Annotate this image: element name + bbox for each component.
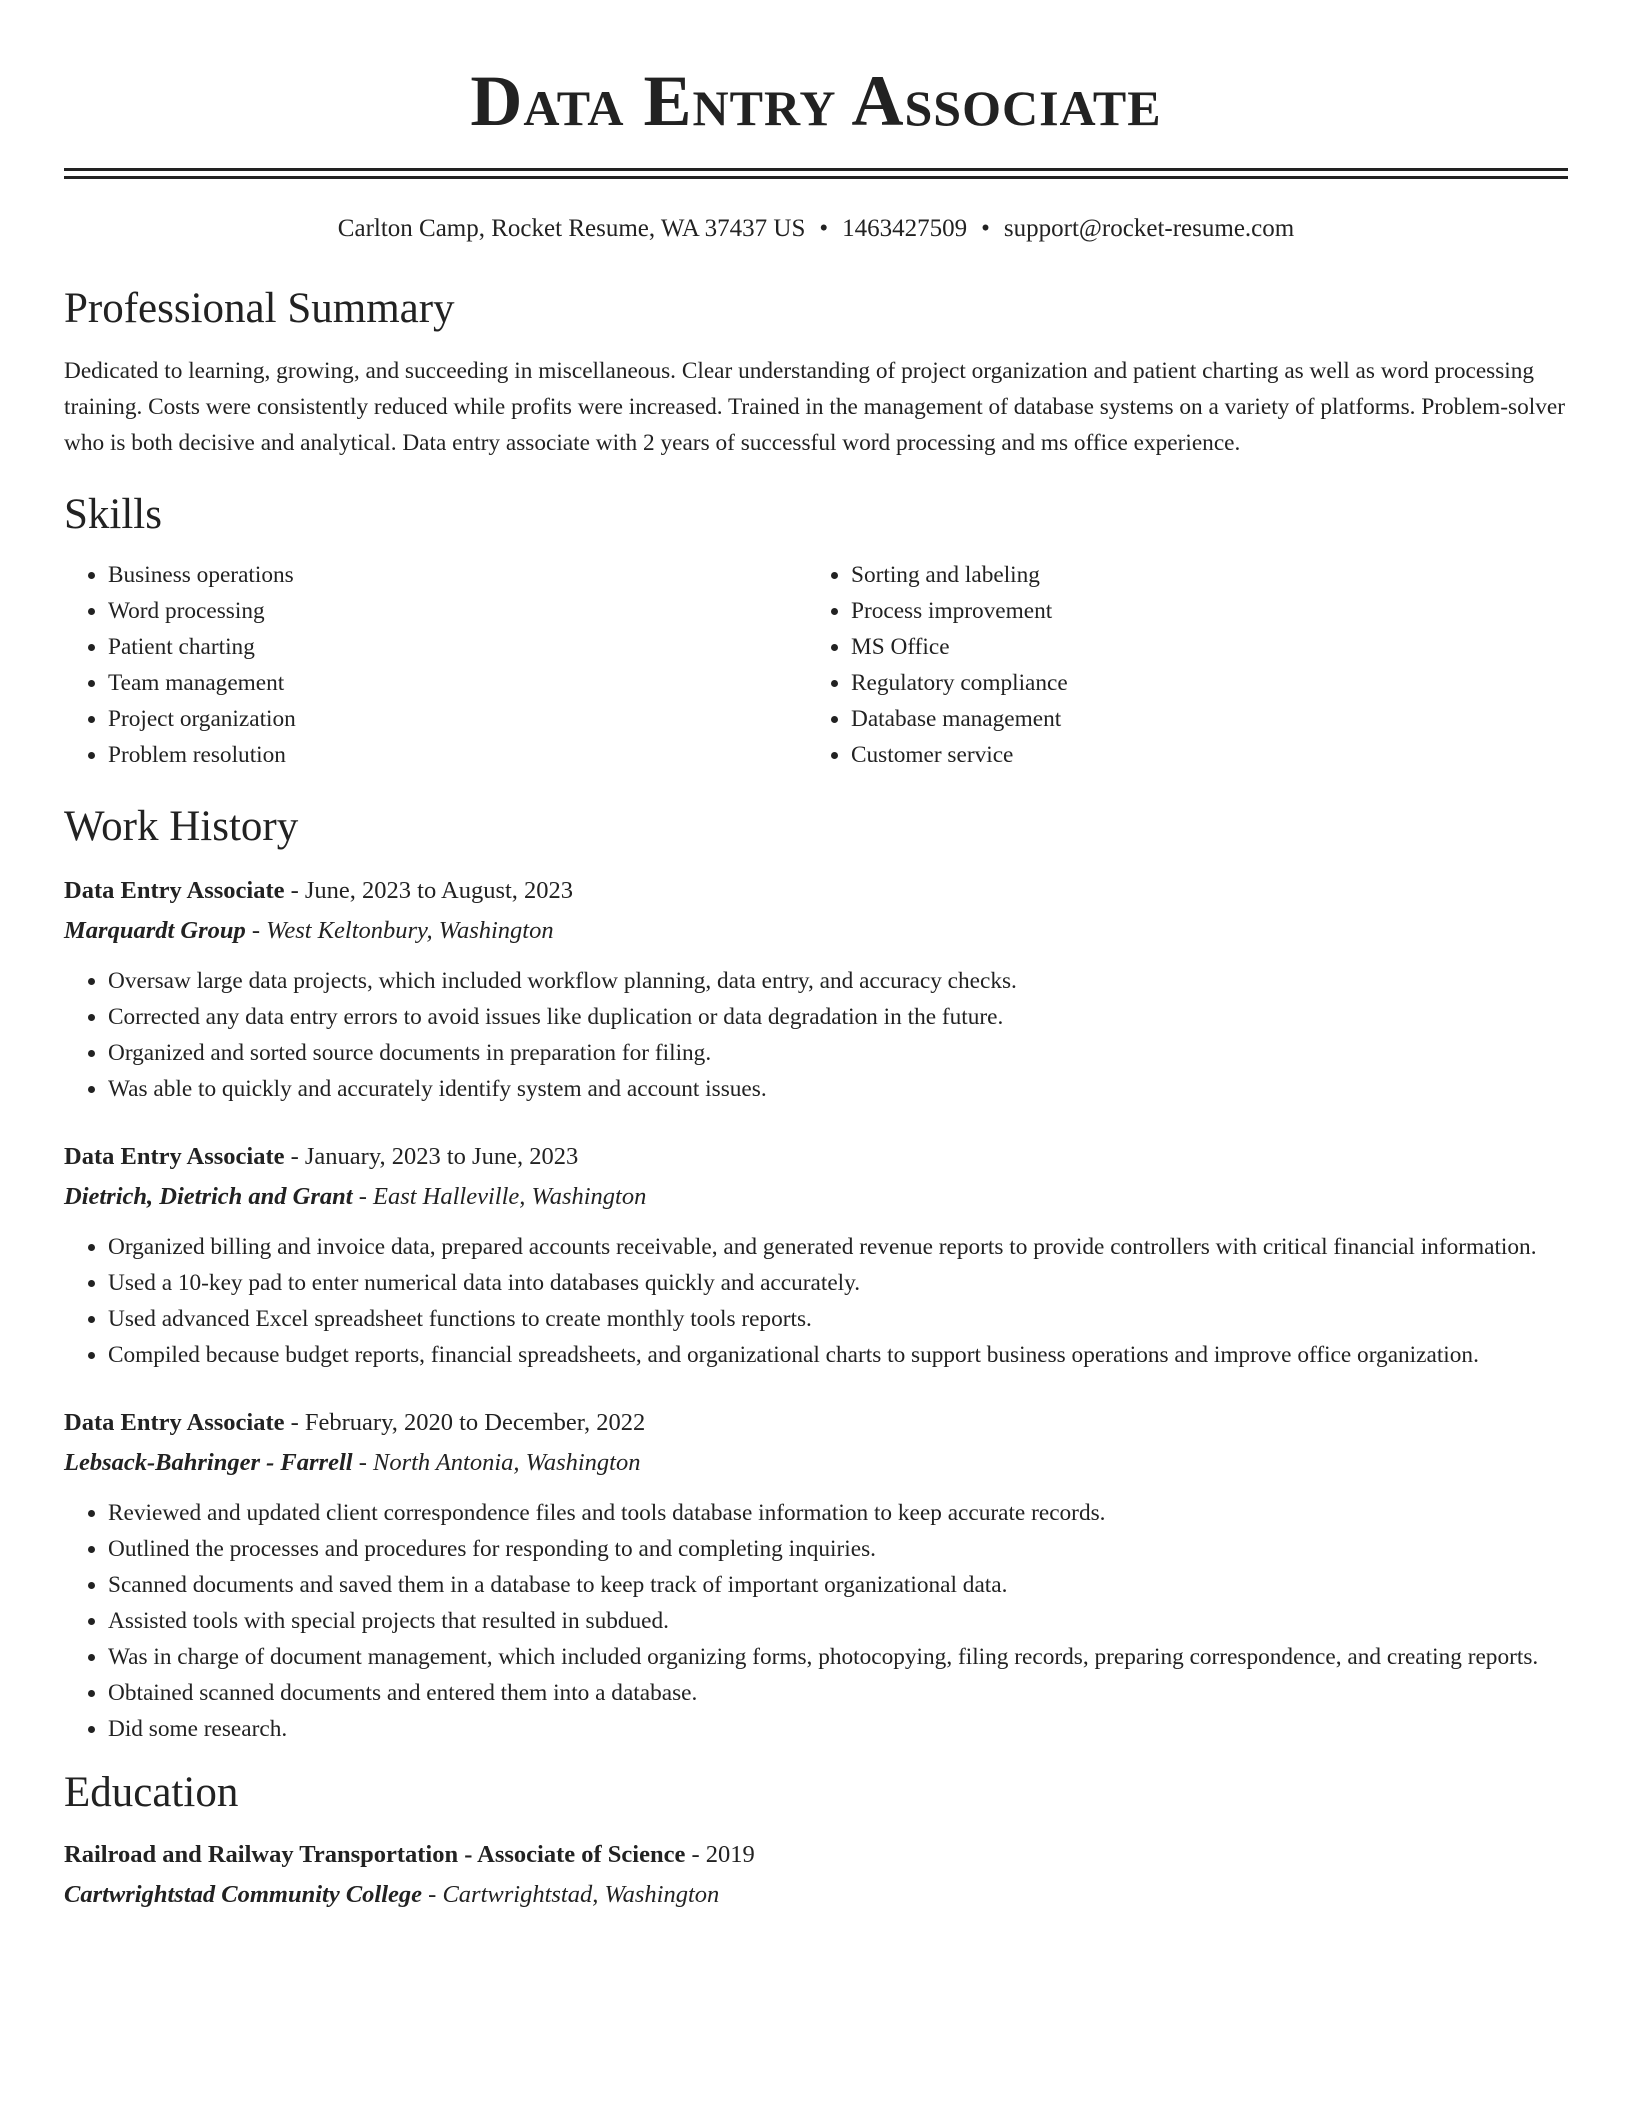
education-school: Cartwrightstad Community College: [64, 1881, 423, 1908]
job-bullet: • Organized billing and invoice data, prepared accounts receivable, and generated revenue reports to provide controllers with critical financial information.: [108, 1229, 1568, 1265]
job-role: Data Entry Associate: [64, 877, 285, 904]
job-bullet: • Was able to quickly and accurately identify system and account issues.: [108, 1071, 1568, 1107]
education-degree-line: [64, 1835, 1568, 1875]
job-bullet: • Compiled because budget reports, financial spreadsheets, and organizational charts to support business operations and improve office organization.: [108, 1337, 1568, 1373]
skill-item: • Patient charting: [108, 629, 807, 665]
job-location: - West Keltonbury, Washington: [245, 917, 554, 944]
job-bullet: • Oversaw large data projects, which included workflow planning, data entry, and accuracy checks.: [108, 963, 1568, 999]
job-company: Marquardt Group: [64, 917, 246, 944]
job-dates: - January, 2023 to June, 2023: [284, 1143, 579, 1170]
job-bullet: • Assisted tools with special projects that resulted in subdued.: [108, 1603, 1568, 1639]
education-degree: Railroad and Railway Transportation - Associate of Science: [64, 1841, 686, 1868]
section-title-skills: Skills: [64, 491, 162, 538]
job-location: - East Halleville, Washington: [352, 1183, 647, 1210]
job-company-line: [64, 1177, 1568, 1217]
title-divider: [64, 168, 1568, 179]
job-bullet: • Did some research.: [108, 1711, 1568, 1747]
job-bullet: • Scanned documents and saved them in a database to keep track of important organizational data.: [108, 1567, 1568, 1603]
summary-text: Dedicated to learning, growing, and succeeding in miscellaneous. Clear understanding of project organization and patient charting as well as word processing training. Costs were consistently reduced while profits were increased. Trained in the management of database systems on a variety of platforms. Problem-solver who is both decisive and analytical. Data entry associate with 2 years of successful word processing and ms office experience.: [64, 358, 1565, 456]
contact-line: [64, 213, 1568, 245]
job-bullet: • Used advanced Excel spreadsheet functions to create monthly tools reports.: [108, 1301, 1568, 1337]
education-location: - Cartwrightstad, Washington: [422, 1881, 720, 1908]
skill-item: • Sorting and labeling: [851, 557, 1550, 593]
section-title-work-history: Work History: [64, 803, 299, 850]
resume-title: Data Entry Associate: [470, 61, 1162, 141]
skill-item: • Regulatory compliance: [851, 665, 1550, 701]
job-company-line: [64, 911, 1568, 951]
contact-separator: •: [819, 215, 829, 242]
skill-item: • Team management: [108, 665, 807, 701]
job-bullet: • Reviewed and updated client correspondence files and tools database information to keep accurate records.: [108, 1495, 1568, 1531]
section-title-summary: Professional Summary: [64, 285, 455, 332]
job-bullet: • Obtained scanned documents and entered them into a database.: [108, 1675, 1568, 1711]
job-bullets: [64, 963, 1568, 1107]
job-dates: - June, 2023 to August, 2023: [284, 877, 574, 904]
job-location: - North Antonia, Washington: [352, 1449, 641, 1476]
section-title-education: Education: [64, 1769, 239, 1816]
skills-list: [64, 557, 1568, 773]
job-dates: - February, 2020 to December, 2022: [284, 1409, 646, 1436]
contact-address: Carlton Camp, Rocket Resume, WA 37437 US: [337, 215, 806, 242]
skill-item: • Problem resolution: [108, 737, 807, 773]
job-title-line: [64, 1403, 1568, 1443]
skill-item: • Business operations: [108, 557, 807, 593]
skill-item: • Customer service: [851, 737, 1550, 773]
job-company-line: [64, 1443, 1568, 1483]
skill-item: • Database management: [851, 701, 1550, 737]
contact-separator: •: [981, 215, 990, 242]
skill-item: • MS Office: [851, 629, 1550, 665]
job-bullets: [64, 1229, 1568, 1373]
job-entry: [64, 871, 1568, 1107]
skills-column-left: [64, 557, 807, 773]
skills-column-right: [807, 557, 1550, 773]
job-bullet: • Was in charge of document management, which included organizing forms, photocopying, filing records, preparing correspondence, and creating reports.: [108, 1639, 1568, 1675]
job-role: Data Entry Associate: [64, 1143, 285, 1170]
skill-item: • Process improvement: [851, 593, 1550, 629]
education-school-line: [64, 1875, 1568, 1915]
job-title-line: [64, 1137, 1568, 1177]
job-bullet: • Used a 10-key pad to enter numerical data into databases quickly and accurately.: [108, 1265, 1568, 1301]
skill-item: • Word processing: [108, 593, 807, 629]
contact-phone: 1463427509: [842, 215, 968, 242]
job-company: Dietrich, Dietrich and Grant: [64, 1183, 353, 1210]
job-entry: [64, 1403, 1568, 1747]
job-title-line: [64, 871, 1568, 911]
job-bullets: [64, 1495, 1568, 1747]
job-bullet: • Organized and sorted source documents in preparation for filing.: [108, 1035, 1568, 1071]
skill-item: • Project organization: [108, 701, 807, 737]
job-entry: [64, 1137, 1568, 1373]
job-role: Data Entry Associate: [64, 1409, 285, 1436]
education-entry: [64, 1835, 1568, 1915]
education-year: - 2019: [685, 1841, 755, 1868]
contact-email: support@rocket-resume.com: [1003, 215, 1295, 242]
job-company: Lebsack-Bahringer - Farrell: [64, 1449, 353, 1476]
job-bullet: • Outlined the processes and procedures for responding to and completing inquiries.: [108, 1531, 1568, 1567]
job-bullet: • Corrected any data entry errors to avoid issues like duplication or data degradation in the future.: [108, 999, 1568, 1035]
